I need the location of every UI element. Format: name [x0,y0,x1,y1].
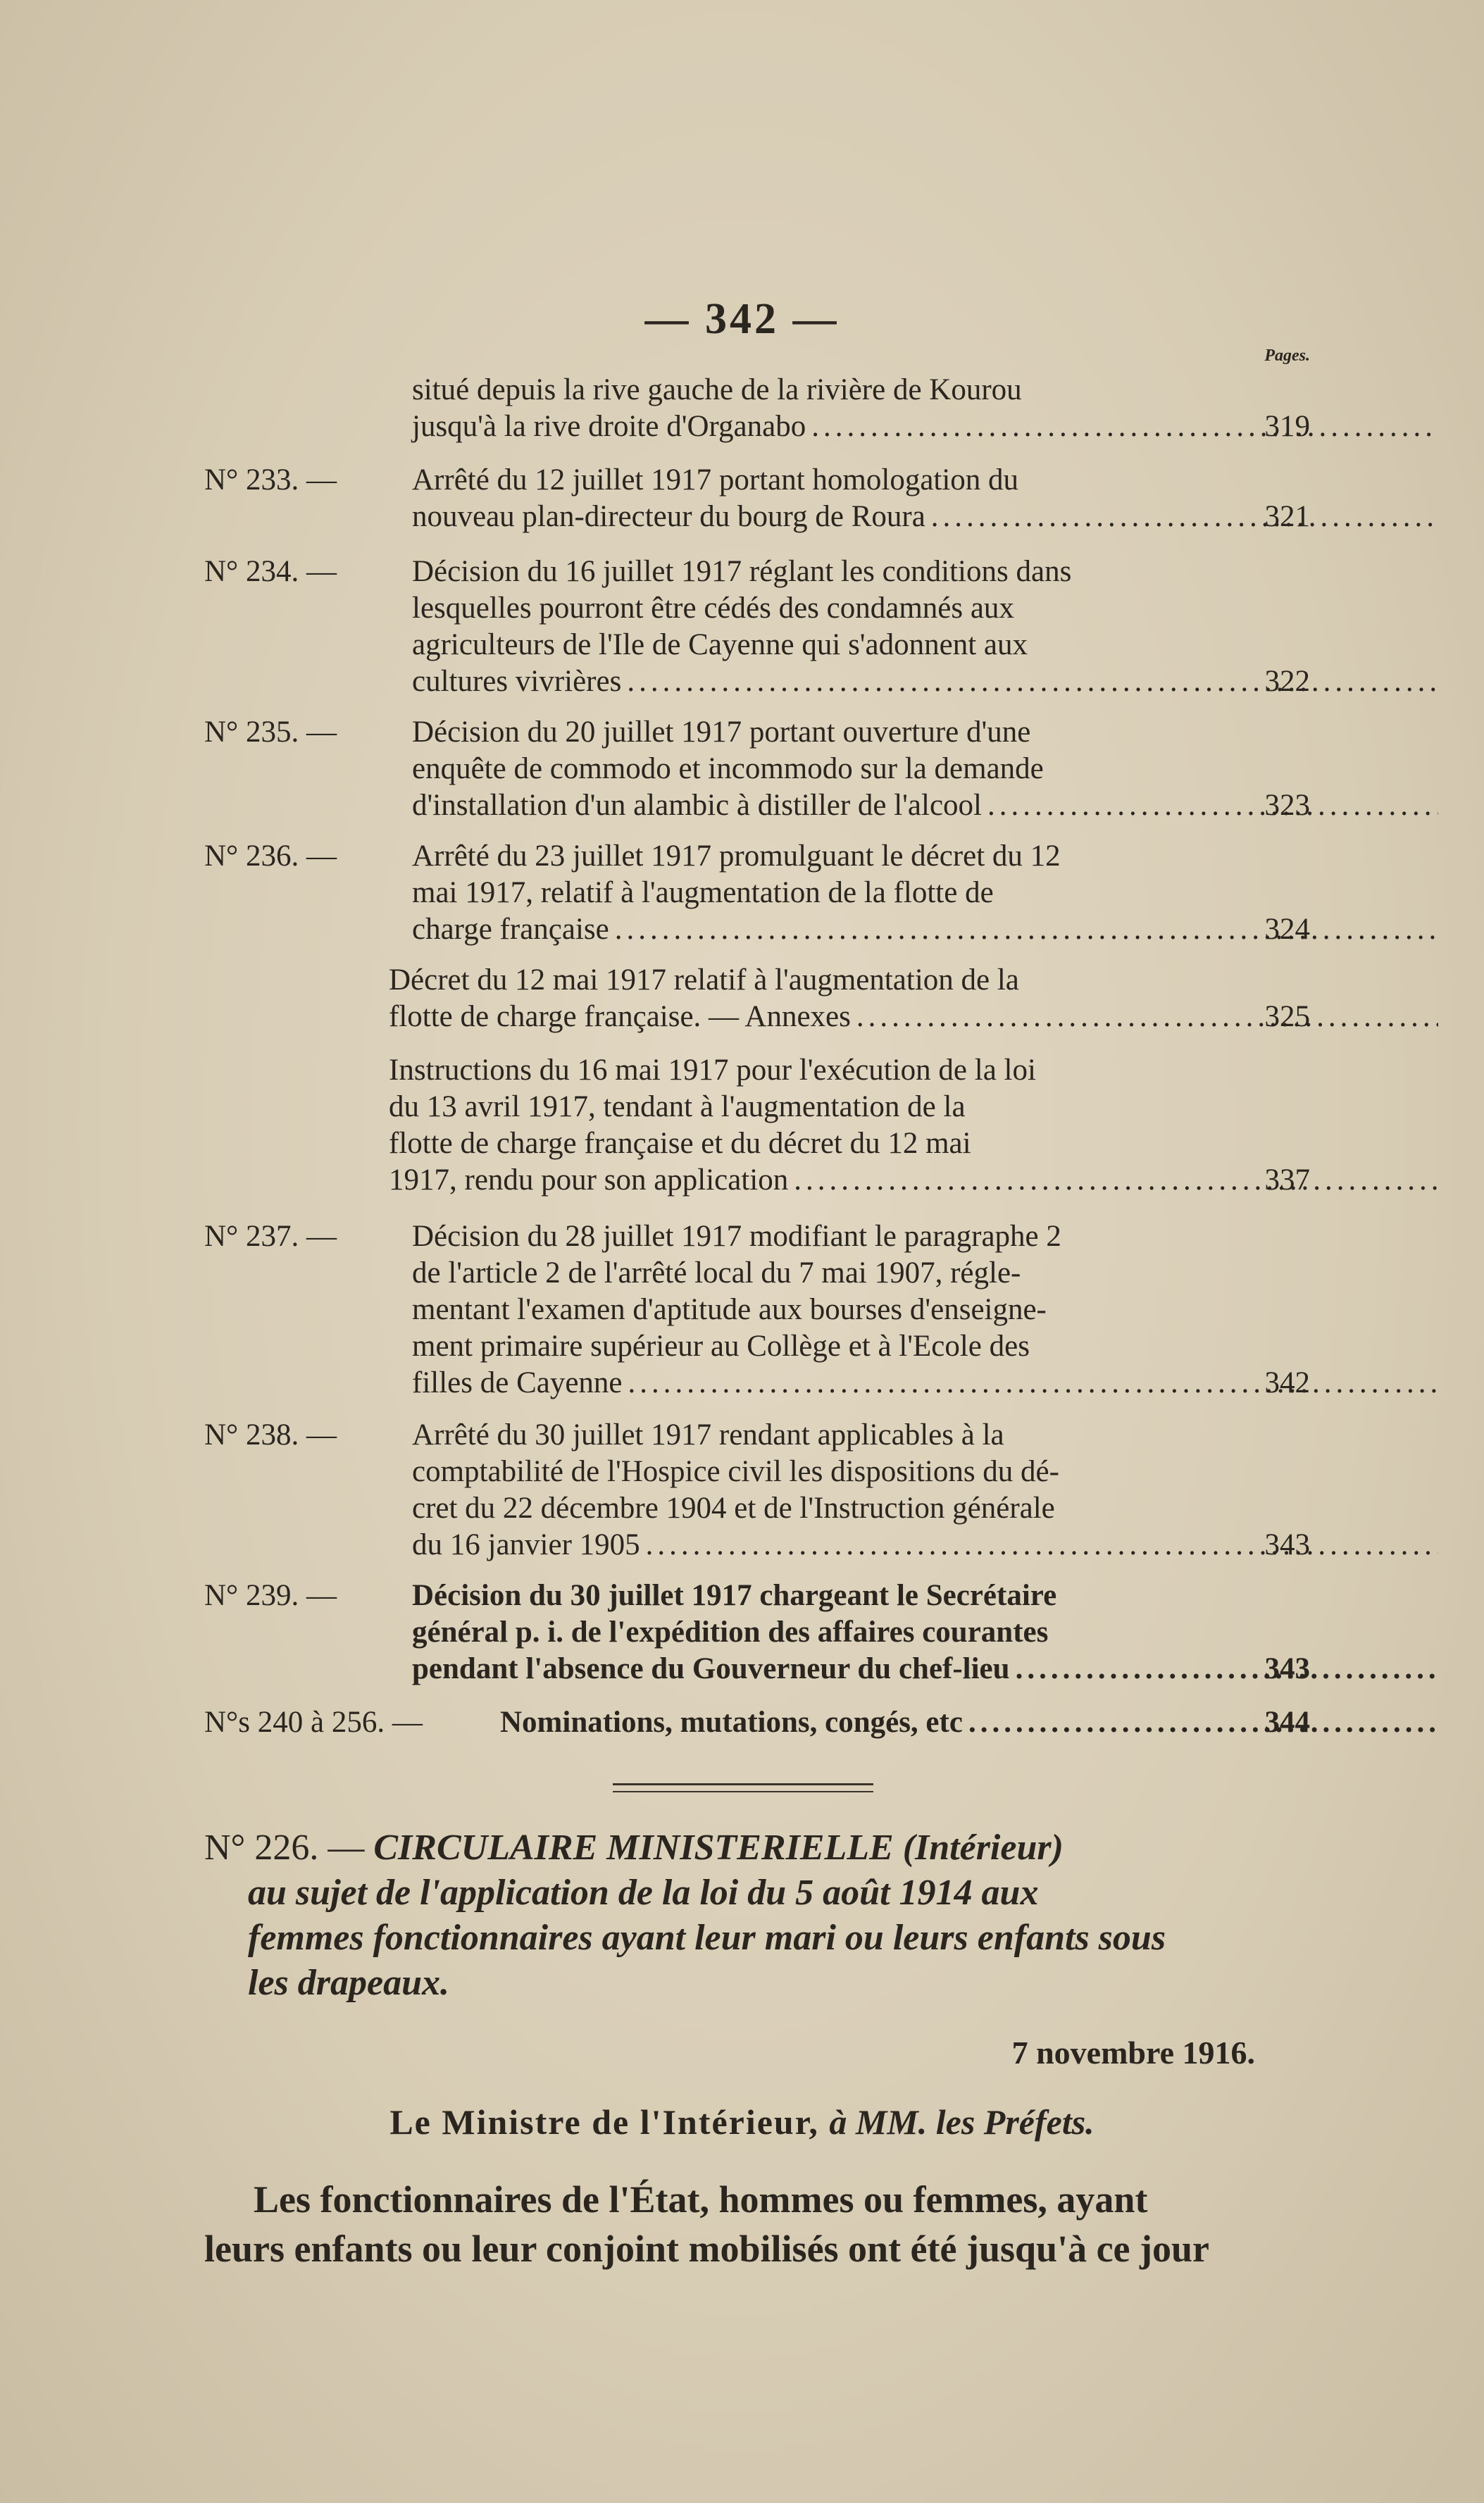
entry-text: Nominations, mutations, congés, etc [500,1706,963,1739]
dot-leader [628,1365,1438,1402]
entry-text: flotte de charge française et du décret du 12 mai [389,1127,971,1160]
entry-text: Arrêté du 12 juillet 1917 portant homologation du [412,463,1019,497]
entry-number: N° 238. — [204,1418,337,1452]
entry-text: flotte de charge française. — Annexes [389,1000,851,1033]
pages-column-header: Pages. [1264,347,1310,365]
entry-text: cret du 22 décembre 1904 et de l'Instruction générale [412,1492,1055,1525]
circular-title-line: femmes fonctionnaires ayant leur mari ou leurs enfants sous [248,1918,1166,1958]
minister-line [0,2102,1484,2142]
entry-text: Décision du 16 juillet 1917 réglant les conditions dans [412,555,1072,588]
dot-leader [968,1704,1438,1741]
dot-leader [627,663,1438,700]
entry-text: 1917, rendu pour son application [389,1163,789,1197]
entry-number: N° 237. — [204,1220,337,1253]
dot-leader [931,499,1438,535]
dot-leader [811,408,1438,445]
entry-number: N°s 240 à 256. — [204,1706,423,1739]
entry-text: mai 1917, relatif à l'augmentation de la flotte de [412,876,994,909]
entry-text: Décision du 30 juillet 1917 chargeant le Secrétaire [412,1579,1057,1612]
entry-page-number: 319 [1264,410,1310,443]
dot-leader [646,1527,1438,1563]
section-divider [613,1783,873,1792]
entry-text: Instructions du 16 mai 1917 pour l'exécution de la loi [389,1054,1036,1087]
addressee: à MM. les Préfets. [829,2102,1095,2142]
circular-title-line: au sujet de l'application de la loi du 5 août 1914 aux [248,1873,1039,1913]
entry-number: N° 239. — [204,1579,337,1612]
circular-heading [204,1825,1310,2006]
entry-text: du 13 avril 1917, tendant à l'augmentation de la [389,1090,966,1123]
entry-text: Décision du 20 juillet 1917 portant ouverture d'une [412,716,1031,749]
circular-date: 7 novembre 1916. [1011,2035,1255,2071]
entry-number: N° 235. — [204,716,337,749]
entry-number: N° 233. — [204,463,337,497]
dot-leader [615,911,1438,948]
dot-leader [987,787,1438,824]
dot-leader [856,999,1438,1035]
entry-page-number: 343 [1264,1652,1310,1685]
entry-text: Décision du 28 juillet 1917 modifiant le paragraphe 2 [412,1220,1061,1253]
entry-page-number: 342 [1264,1366,1310,1399]
entry-text: pendant l'absence du Gouverneur du chef-lieu [412,1652,1010,1685]
entry-page-number: 337 [1264,1163,1310,1197]
page-number: — 342 — [644,295,840,343]
entry-text: Arrêté du 30 juillet 1917 rendant applicables à la [412,1418,1004,1452]
circular-body [204,2175,1310,2273]
dot-leader [1016,1651,1438,1687]
entry-text: général p. i. de l'expédition des affaires courantes [412,1616,1049,1649]
entry-page-number: 322 [1264,665,1310,698]
entry-number: N° 234. — [204,555,337,588]
entry-text: agriculteurs de l'Ile de Cayenne qui s'adonnent aux [412,628,1028,661]
entry-text: enquête de commodo et incommodo sur la demande [412,752,1044,785]
circular-number: N° 226. — [204,1828,365,1868]
minister-title: Le Ministre de l'Intérieur, [389,2102,819,2142]
entry-text: charge française [412,913,609,946]
entry-page-number: 325 [1264,1000,1310,1033]
body-line: Les fonctionnaires de l'État, hommes ou femmes, ayant [254,2178,1148,2221]
circular-title-line: les drapeaux. [248,1963,449,2003]
entry-text: jusqu'à la rive droite d'Organabo [412,410,806,443]
entry-number: N° 236. — [204,839,337,873]
entry-text: situé depuis la rive gauche de la rivière de Kourou [412,373,1022,406]
entry-text: nouveau plan-directeur du bourg de Roura [412,500,925,533]
entry-text: ment primaire supérieur au Collège et à l'Ecole des [412,1330,1030,1363]
circular-title-line: CIRCULAIRE MINISTERIELLE (Intérieur) [373,1828,1064,1868]
entry-text: d'installation d'un alambic à distiller de l'alcool [412,789,982,822]
entry-text: du 16 janvier 1905 [412,1528,640,1561]
dot-leader [794,1162,1438,1199]
entry-page-number: 324 [1264,913,1310,946]
entry-text: filles de Cayenne [412,1366,623,1399]
entry-page-number: 343 [1264,1528,1310,1561]
entry-page-number: 321 [1264,500,1310,533]
entry-page-number: 344 [1264,1706,1310,1739]
entry-text: lesquelles pourront être cédés des condamnés aux [412,592,1014,625]
entry-text: comptabilité de l'Hospice civil les dispositions du dé- [412,1455,1059,1488]
entry-text: mentant l'examen d'aptitude aux bourses d'enseigne- [412,1293,1047,1326]
entry-text: de l'article 2 de l'arrêté local du 7 mai 1907, régle- [412,1256,1021,1290]
entry-text: Arrêté du 23 juillet 1917 promulguant le décret du 12 [412,839,1061,873]
entry-text: Décret du 12 mai 1917 relatif à l'augmentation de la [389,963,1019,997]
body-line: leurs enfants ou leur conjoint mobilisés ont été jusqu'à ce jour [204,2228,1209,2270]
entry-page-number: 323 [1264,789,1310,822]
entry-text: cultures vivrières [412,665,622,698]
